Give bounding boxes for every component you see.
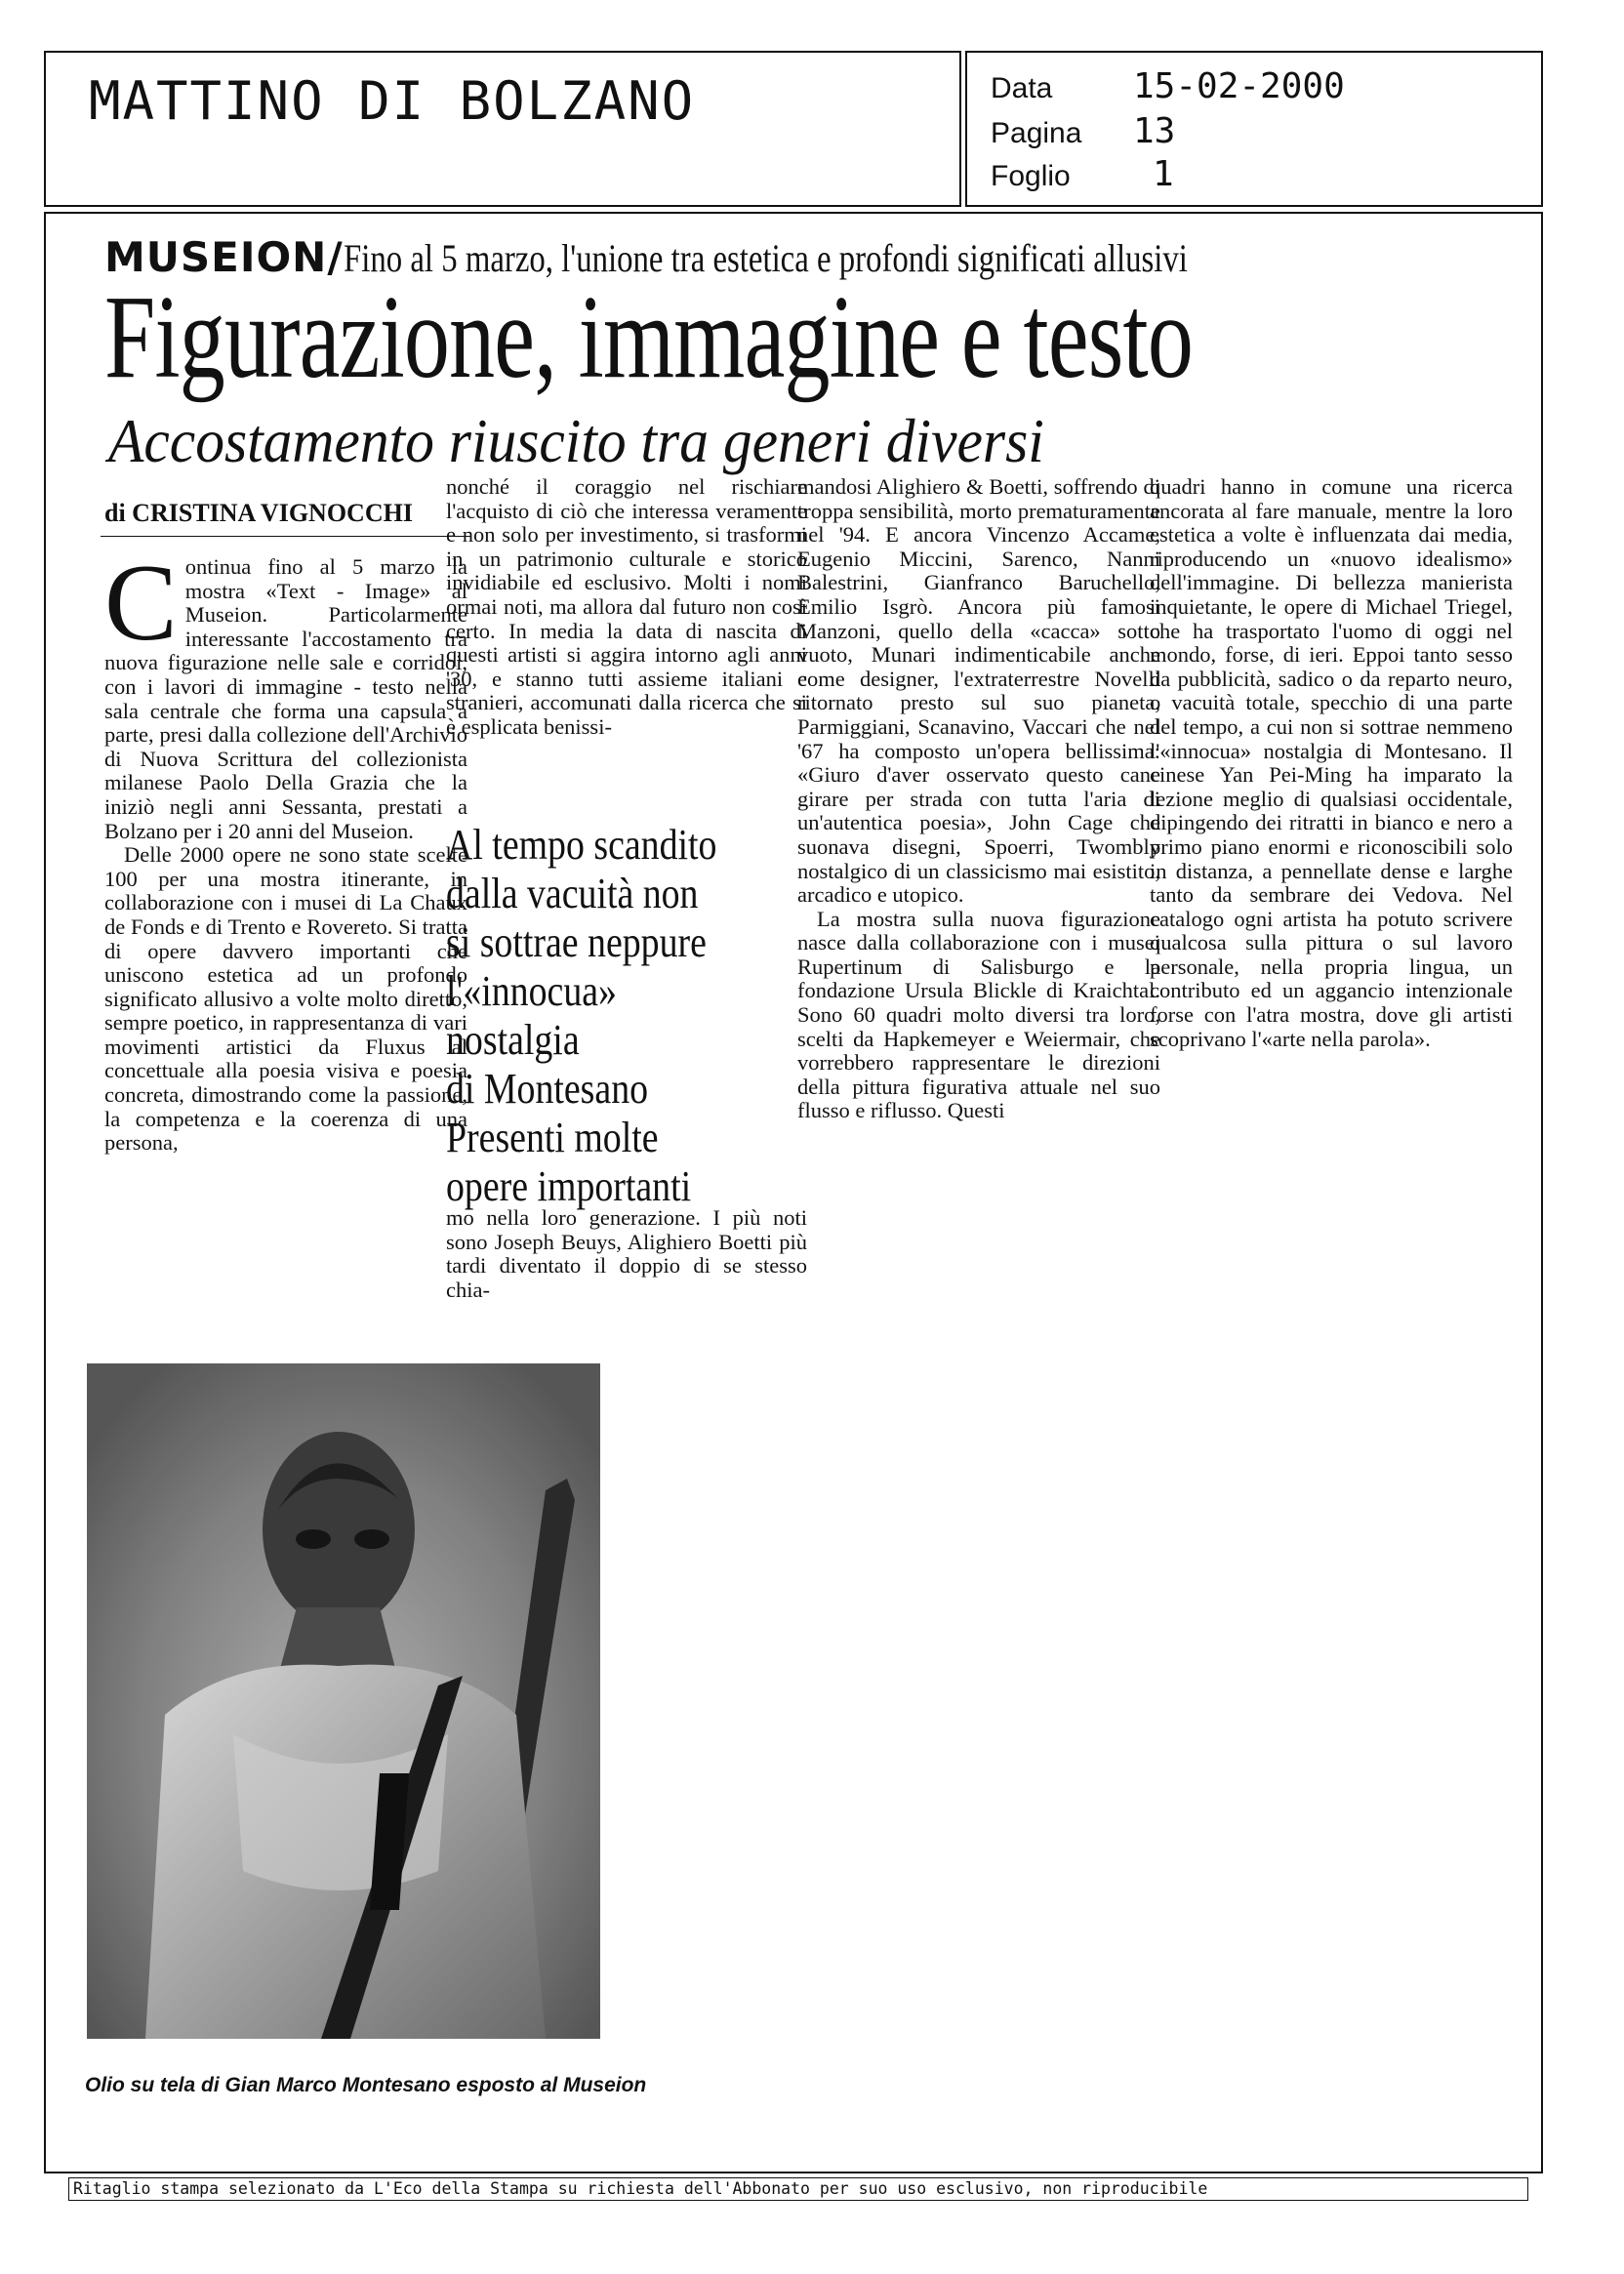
drop-cap: C bbox=[104, 543, 178, 664]
page-value: 13 bbox=[1133, 111, 1176, 151]
clipping-meta bbox=[965, 51, 1543, 207]
paragraph: mandosi Alighiero & Boetti, soffrendo di troppa sensibilità, morto prematuramente nel '94. E ancora Vincenzo Accame, Eugenio Miccini, Sarenco, Nanni Balestrini, Gianfranco Baruchello, Emilio Isgrò. Ancora più famosi Manzoni, quello della «cacca» sotto vuoto, Munari indimenticabile anche come designer, l'extraterrestre Novelli ritornato presto sul suo pianeta, Parmiggiani, Scanavino, Vaccari che nel '67 ha composto un'opera bellissima: «Giuro d'aver osservato questo cane girare per strada con tutta l'aria di un'autentica poesia», John Cage che suonava disegni, Spoerri, Twombly nostalgico di un classicismo mai esistito, arcadico e utopico. bbox=[797, 474, 1160, 908]
article-subhead: Accostamento riuscito tra generi diversi bbox=[108, 406, 1044, 475]
article-byline: di CRISTINA VIGNOCCHI bbox=[104, 499, 413, 527]
pull-quote-line: opere importanti bbox=[446, 1162, 692, 1210]
article-column-1 bbox=[104, 543, 467, 1156]
kicker-text: Fino al 5 marzo, l'unione tra estetica e profondi significati allusivi bbox=[343, 236, 1188, 280]
sheet-value: 1 bbox=[1153, 154, 1174, 194]
photo-caption: Olio su tela di Gian Marco Montesano esposto al Museion bbox=[85, 2074, 647, 2096]
pull-quote-line: Al tempo scandito bbox=[446, 821, 717, 869]
pull-quote-line: nostalgia bbox=[446, 1016, 580, 1064]
pull-quote-line: l'«innocua» bbox=[446, 967, 617, 1015]
newspaper-header bbox=[44, 51, 961, 207]
date-value: 15-02-2000 bbox=[1133, 66, 1345, 106]
pull-quote-line: di Montesano bbox=[446, 1065, 649, 1113]
painting-photo bbox=[87, 1363, 600, 2039]
page-label: Pagina bbox=[991, 117, 1082, 149]
paragraph: quadri hanno in comune una ricerca ancorata al fare manuale, mentre la loro estetica a volte è influenzata dai media, riproducendo un «nuovo idealismo» dell'immagine. Di bellezza manierista inquietante, le opere di Michael Triegel, che ha trasportato l'uomo di oggi nel mondo, forse, di ieri. Eppoi tanto sesso da pubblicità, sadico o da reparto neuro, o vacuità totale, specchio di una parte del tempo, a cui non si sottrae nemmeno l'«innocua» nostalgia di Montesano. Il cinese Yan Pei-Ming ha imparato la lezione meglio di qualsiasi occidentale, dipingendo dei ritratti in bianco e nero a primo piano enormi e riconoscibili solo in distanza, a pennellate dense e larghe tanto da sembrare dei Vedova. Nel catalogo ogni artista ha potuto scrivere qualcosa sulla pittura o sul lavoro personale, nella propria lingua, un contributo ed un aggancio intenzionale forse con l'atra mostra, dove gli artisti scoprivano l'«arte nella parola». bbox=[1150, 474, 1513, 1051]
paragraph: La mostra sulla nuova figurazione nasce dalla collaborazione con i musei Rupertinum di Salisburgo e la fondazione Ursula Blickle di Kraichtal. Sono 60 quadri molto diversi tra loro, scelti da Hapkemeyer e Weiermair, che vorrebbero rappresentare le direzioni della pittura figurativa attuale nel suo flusso e riflusso. Questi bbox=[797, 906, 1160, 1123]
article-column-4 bbox=[1150, 475, 1513, 1051]
newspaper-name: MATTINO DI BOLZANO bbox=[89, 70, 696, 132]
paragraph: mo nella loro generazione. I più noti sono Joseph Beuys, Alighiero Boetti più tardi diventato il doppio di se stesso chia- bbox=[446, 1205, 807, 1302]
paragraph: nonché il coraggio nel rischiare l'acquisto di ciò che interessa veramente e non solo per investimento, si trasformi in un patrimonio culturale e storico invidiabile ed esclusivo. Molti i nomi ormai noti, ma allora dal futuro non così certo. In media la data di nascita di questi artisti si aggira intorno agli anni '30, e stanno tutti assieme italiani e stranieri, accomunati dalla ricerca che si è esplicata benissi- bbox=[446, 474, 807, 739]
pull-quote-line: dalla vacuità non bbox=[446, 870, 699, 917]
portrait-illustration bbox=[87, 1363, 600, 2039]
byline-divider bbox=[101, 536, 471, 537]
article-column-2 bbox=[446, 475, 807, 740]
article-column-3 bbox=[797, 475, 1160, 1123]
pull-quote bbox=[446, 821, 756, 1211]
footer-disclaimer: Ritaglio stampa selezionato da L'Eco della Stampa su richiesta dell'Abbonato per suo uso esclusivo, non riproducibile bbox=[68, 2177, 1528, 2201]
pull-quote-line: si sottrae neppure bbox=[446, 918, 707, 966]
paragraph bbox=[104, 543, 467, 843]
date-label: Data bbox=[991, 72, 1053, 104]
kicker-section: MUSEION/ bbox=[104, 233, 344, 281]
article-headline: Figurazione, immagine e testo bbox=[104, 271, 1194, 403]
paragraph: Delle 2000 opere ne sono state scelte 100 per una mostra itinerante, in collaborazione con i musei di La Chaux de Fonds e di Trento e Rovereto. Si tratta di opere davvero importanti che uniscono estetica ad un profondo significato allusivo a volte molto diretto, sempre poetico, in rappresentanza di vari movimenti artistici da Fluxus al concettuale alla poesia visiva e poesia concreta, dimostrando come la passione, la competenza e la coerenza di una persona, bbox=[104, 842, 467, 1156]
pull-quote-line: Presenti molte bbox=[446, 1114, 659, 1161]
article-clipping bbox=[44, 212, 1543, 2173]
sheet-label: Foglio bbox=[991, 160, 1071, 192]
paragraph-text: ontinua fino al 5 marzo la mostra «Text - Image» al Museion. Particolarmente interessante l'accostamento tra nuova figurazione nelle sale e corridoi, con i lavori di immagine - testo nella sala centrale che forma una capsula a parte, presi dalla collezione dell'Archivio di Nuova Scrittura del collezionista milanese Paolo Della Grazia che la iniziò negli anni Sessanta, prestati a Bolzano per i 20 anni del Museion. bbox=[104, 554, 467, 843]
